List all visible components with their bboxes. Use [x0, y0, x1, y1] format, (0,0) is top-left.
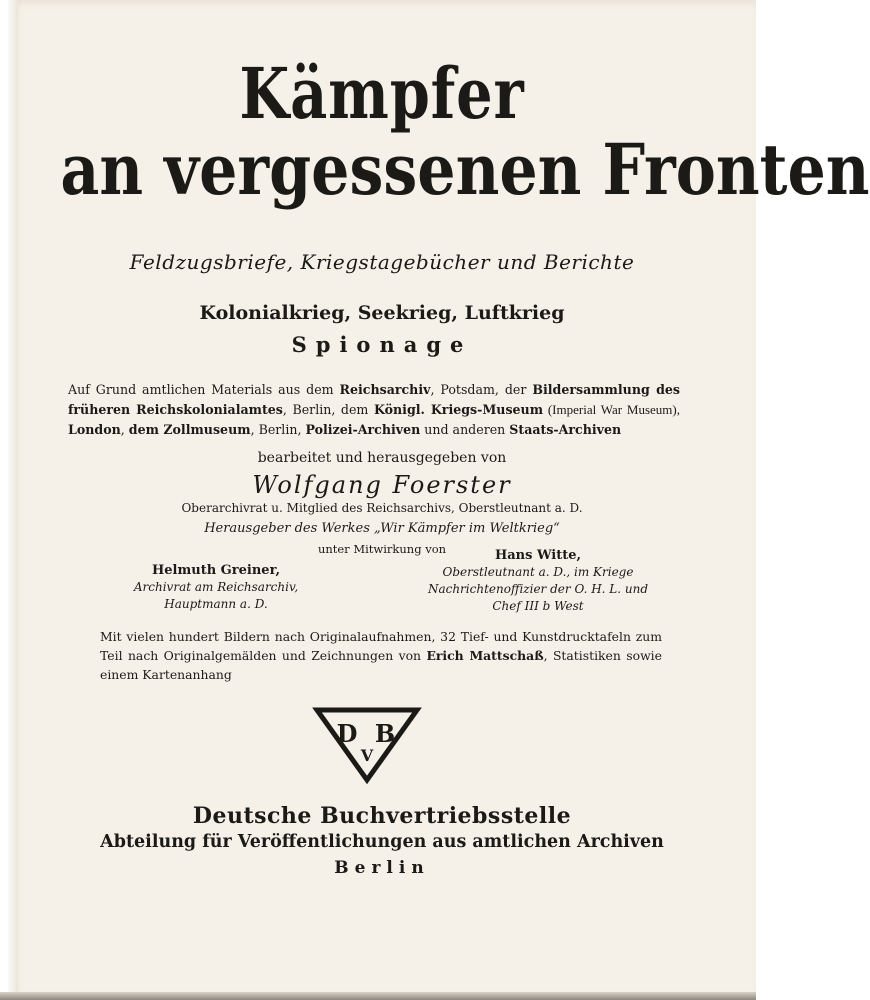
source-text: , Berlin, dem	[282, 402, 374, 417]
source-text: ,	[120, 422, 129, 437]
source-text: , Berlin,	[250, 422, 306, 437]
title-page	[8, 0, 870, 1000]
source-statement	[68, 380, 680, 440]
illustrations-note	[100, 627, 662, 684]
publisher-city: Berlin	[334, 858, 430, 878]
logo-letter-v: V	[360, 746, 374, 765]
logo-letter-b: B	[374, 719, 396, 748]
source-zollmuseum: dem Zollmuseum	[128, 422, 251, 437]
source-text: , Potsdam, der	[430, 382, 533, 397]
edited-by-line: bearbeitet und herausgegeben von	[257, 450, 507, 466]
source-polizei-archiven: Polizei-Archiven	[305, 422, 421, 437]
collaborator-name: Helmuth Greiner,	[152, 563, 280, 578]
source-kriegs-museum: Königl. Kriegs-Museum	[373, 402, 544, 417]
collaborator-rank: Hauptmann a. D.	[164, 597, 268, 611]
illustrations-text: , Statistiken sowie einem Kartenanhang	[100, 648, 662, 682]
collaboration-line: unter Mitwirkung von	[317, 542, 447, 556]
source-staats-archiven: Staats-Archiven	[509, 422, 622, 437]
editor-work: Herausgeber des Werkes „Wir Kämpfer im Weltkrieg“	[204, 521, 560, 536]
collaborator-witte	[408, 547, 668, 615]
source-london: London	[68, 422, 121, 437]
themes-line: Kolonialkrieg, Seekrieg, Luftkrieg	[199, 302, 565, 324]
source-text: Auf Grund amtlichen Materials aus dem	[68, 382, 340, 397]
book-title-line2: an vergessenen Fronten	[60, 128, 870, 211]
source-text: (Imperial War Museum),	[543, 402, 680, 417]
editor-name: Wolfgang Foerster	[252, 471, 512, 499]
publisher-name: Deutsche Buchvertriebsstelle	[192, 803, 572, 829]
publisher-logo	[313, 706, 421, 784]
illustrator-name: Erich Mattschaß	[426, 648, 544, 663]
collaborator-rank: Oberstleutnant a. D., im Kriege	[442, 565, 634, 579]
collaborator-position: Chef III b West	[492, 599, 584, 613]
book-title-line1: Kämpfer	[239, 52, 525, 135]
logo-triangle	[317, 710, 417, 780]
source-bildersammlung: Bildersammlung des früheren Reichskolonialamtes	[68, 382, 680, 417]
collaborator-role: Nachrichtenoffizier der O. H. L. und	[427, 582, 649, 596]
logo-letter-d: D	[336, 719, 358, 748]
source-reichsarchiv: Reichsarchiv	[339, 382, 431, 397]
source-text: und anderen	[420, 422, 510, 437]
publisher-department: Abteilung für Veröffentlichungen aus amtlichen Archiven	[100, 832, 664, 852]
page-bottom-edge	[0, 992, 756, 1000]
collaborator-greiner	[96, 562, 336, 613]
book-subtitle: Feldzugsbriefe, Kriegstagebücher und Berichte	[129, 250, 635, 274]
spionage-line: Spionage	[291, 332, 473, 357]
editor-description: Oberarchivrat u. Mitglied des Reichsarchivs, Oberstleutnant a. D.	[181, 501, 583, 515]
collaborator-name: Hans Witte,	[494, 548, 582, 563]
collaborator-role: Archivrat am Reichsarchiv,	[133, 580, 299, 594]
illustrations-text: Mit vielen hundert Bildern nach Originalaufnahmen, 32 Tief- und Kunstdrucktafeln zum Teil nach Originalgemälden und Zeichnungen von	[100, 629, 662, 663]
